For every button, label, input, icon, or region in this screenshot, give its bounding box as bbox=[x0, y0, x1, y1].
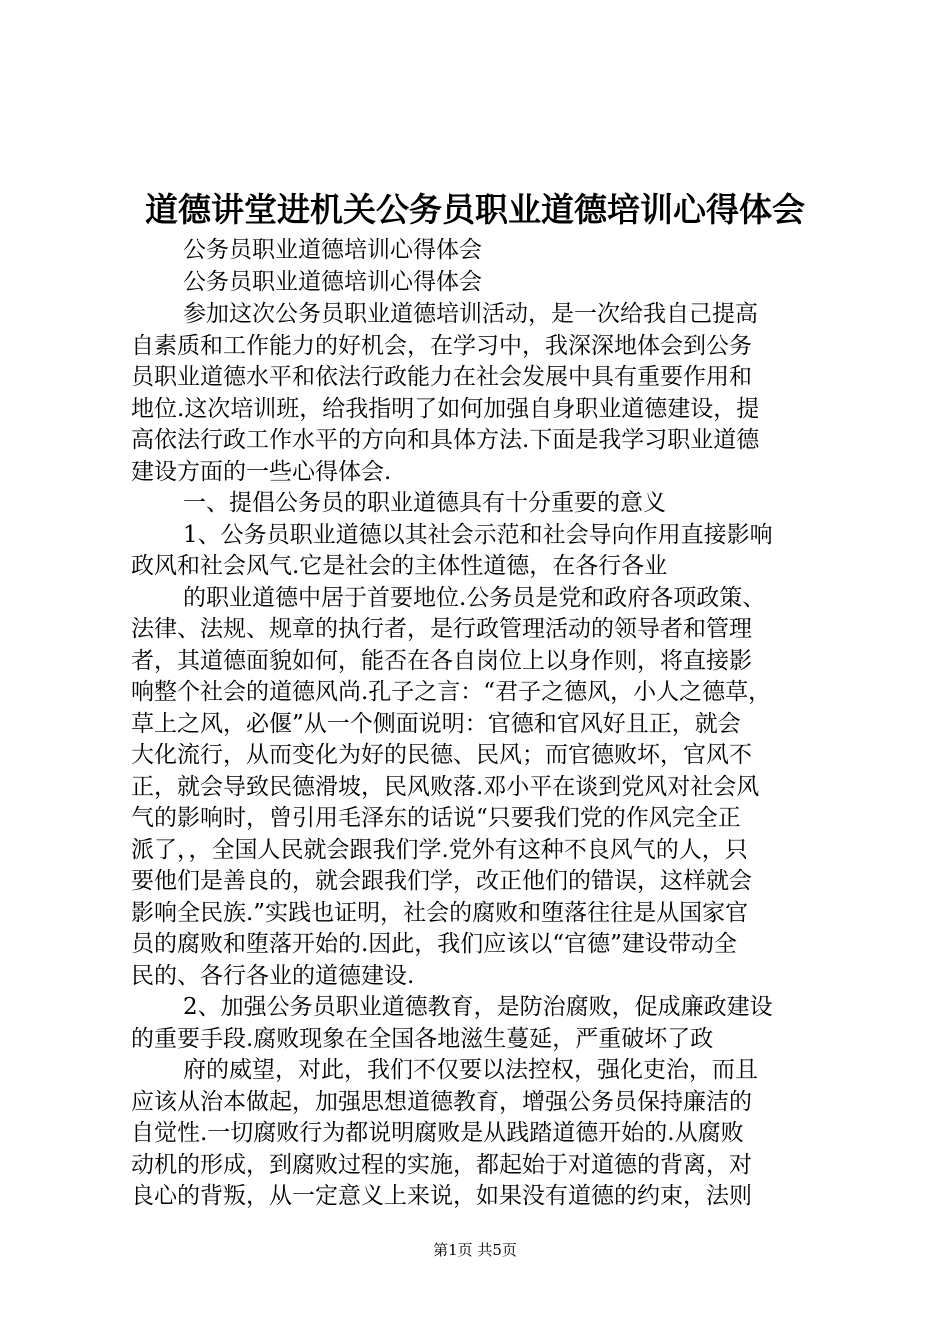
page-footer: 第1页 共5页 bbox=[433, 1241, 517, 1259]
paragraph-line: 良心的背叛，从一定意义上来说，如果没有道德的约束，法则 bbox=[131, 1183, 752, 1209]
paragraph-line: 政风和社会风气.它是社会的主体性道德，在各行各业 bbox=[131, 553, 668, 579]
paragraph-line: 府的威望，对此，我们不仅要以法控权，强化吏治，而且 bbox=[183, 1057, 758, 1083]
paragraph-line: 地位.这次培训班，给我指明了如何加强自身职业道德建设，提 bbox=[131, 396, 760, 422]
paragraph-line: 派了，，全国人民就会跟我们学.党外有这种不良风气的人，只 bbox=[131, 837, 748, 863]
paragraph-line: 高依法行政工作水平的方向和具体方法.下面是我学习职业道德 bbox=[131, 427, 760, 453]
paragraph-line: 者，其道德面貌如何，能否在各自岗位上以身作则，将直接影 bbox=[131, 648, 752, 674]
paragraph-line: 要他们是善良的，就会跟我们学，改正他们的错误，这样就会 bbox=[131, 868, 752, 894]
paragraph-line: 自觉性.一切腐败行为都说明腐败是从践踏道德开始的.从腐败 bbox=[131, 1120, 744, 1146]
paragraph-line: 响整个社会的道德风尚.孔子之言：“君子之德风，小人之德草， bbox=[131, 679, 772, 705]
paragraph-line: 员职业道德水平和依法行政能力在社会发展中具有重要作用和 bbox=[131, 364, 752, 390]
subtitle-line: 公务员职业道德培训心得体会 bbox=[183, 237, 482, 263]
paragraph-line: 员的腐败和堕落开始的.因此，我们应该以“官德”建设带动全 bbox=[131, 931, 737, 957]
paragraph-line: 参加这次公务员职业道德培训活动，是一次给我自己提高 bbox=[183, 301, 758, 327]
paragraph-line: 影响全民族.”实践也证明，社会的腐败和堕落往往是从国家官 bbox=[131, 900, 749, 926]
subtitle-line: 公务员职业道德培训心得体会 bbox=[183, 269, 482, 295]
paragraph-line: 的职业道德中居于首要地位.公务员是党和政府各项政策、 bbox=[183, 585, 766, 611]
paragraph-line: 自素质和工作能力的好机会，在学习中，我深深地体会到公务 bbox=[131, 333, 752, 359]
paragraph-line: 建设方面的一些心得体会. bbox=[131, 459, 392, 485]
paragraph-line: 动机的形成，到腐败过程的实施，都起始于对道德的背离，对 bbox=[131, 1152, 752, 1178]
document-title: 道德讲堂进机关公务员职业道德培训心得体会 bbox=[145, 190, 805, 229]
paragraph-line: 的重要手段.腐败现象在全国各地滋生蔓延，严重破坏了政 bbox=[131, 1026, 714, 1052]
paragraph-line: 大化流行，从而变化为好的民德、民风；而官德败坏，官风不 bbox=[131, 742, 752, 768]
paragraph-line: 气的影响时，曾引用毛泽东的话说“只要我们党的作风完全正 bbox=[131, 805, 741, 831]
paragraph-line: 民的、各行各业的道德建设. bbox=[131, 963, 415, 989]
paragraph-line: 草上之风，必偃”从一个侧面说明：官德和官风好且正，就会 bbox=[131, 711, 741, 737]
paragraph-line: 应该从治本做起，加强思想道德教育，增强公务员保持廉洁的 bbox=[131, 1089, 752, 1115]
paragraph-line: 法律、法规、规章的执行者，是行政管理活动的领导者和管理 bbox=[131, 616, 752, 642]
section-heading: 一、提倡公务员的职业道德具有十分重要的意义 bbox=[183, 490, 666, 516]
paragraph-line: 正，就会导致民德滑坡，民风败落.邓小平在谈到党风对社会风 bbox=[131, 774, 760, 800]
paragraph-line: 2、加强公务员职业道德教育，是防治腐败，促成廉政建设 bbox=[183, 994, 773, 1020]
paragraph-line: 1、公务员职业道德以其社会示范和社会导向作用直接影响 bbox=[183, 522, 773, 548]
